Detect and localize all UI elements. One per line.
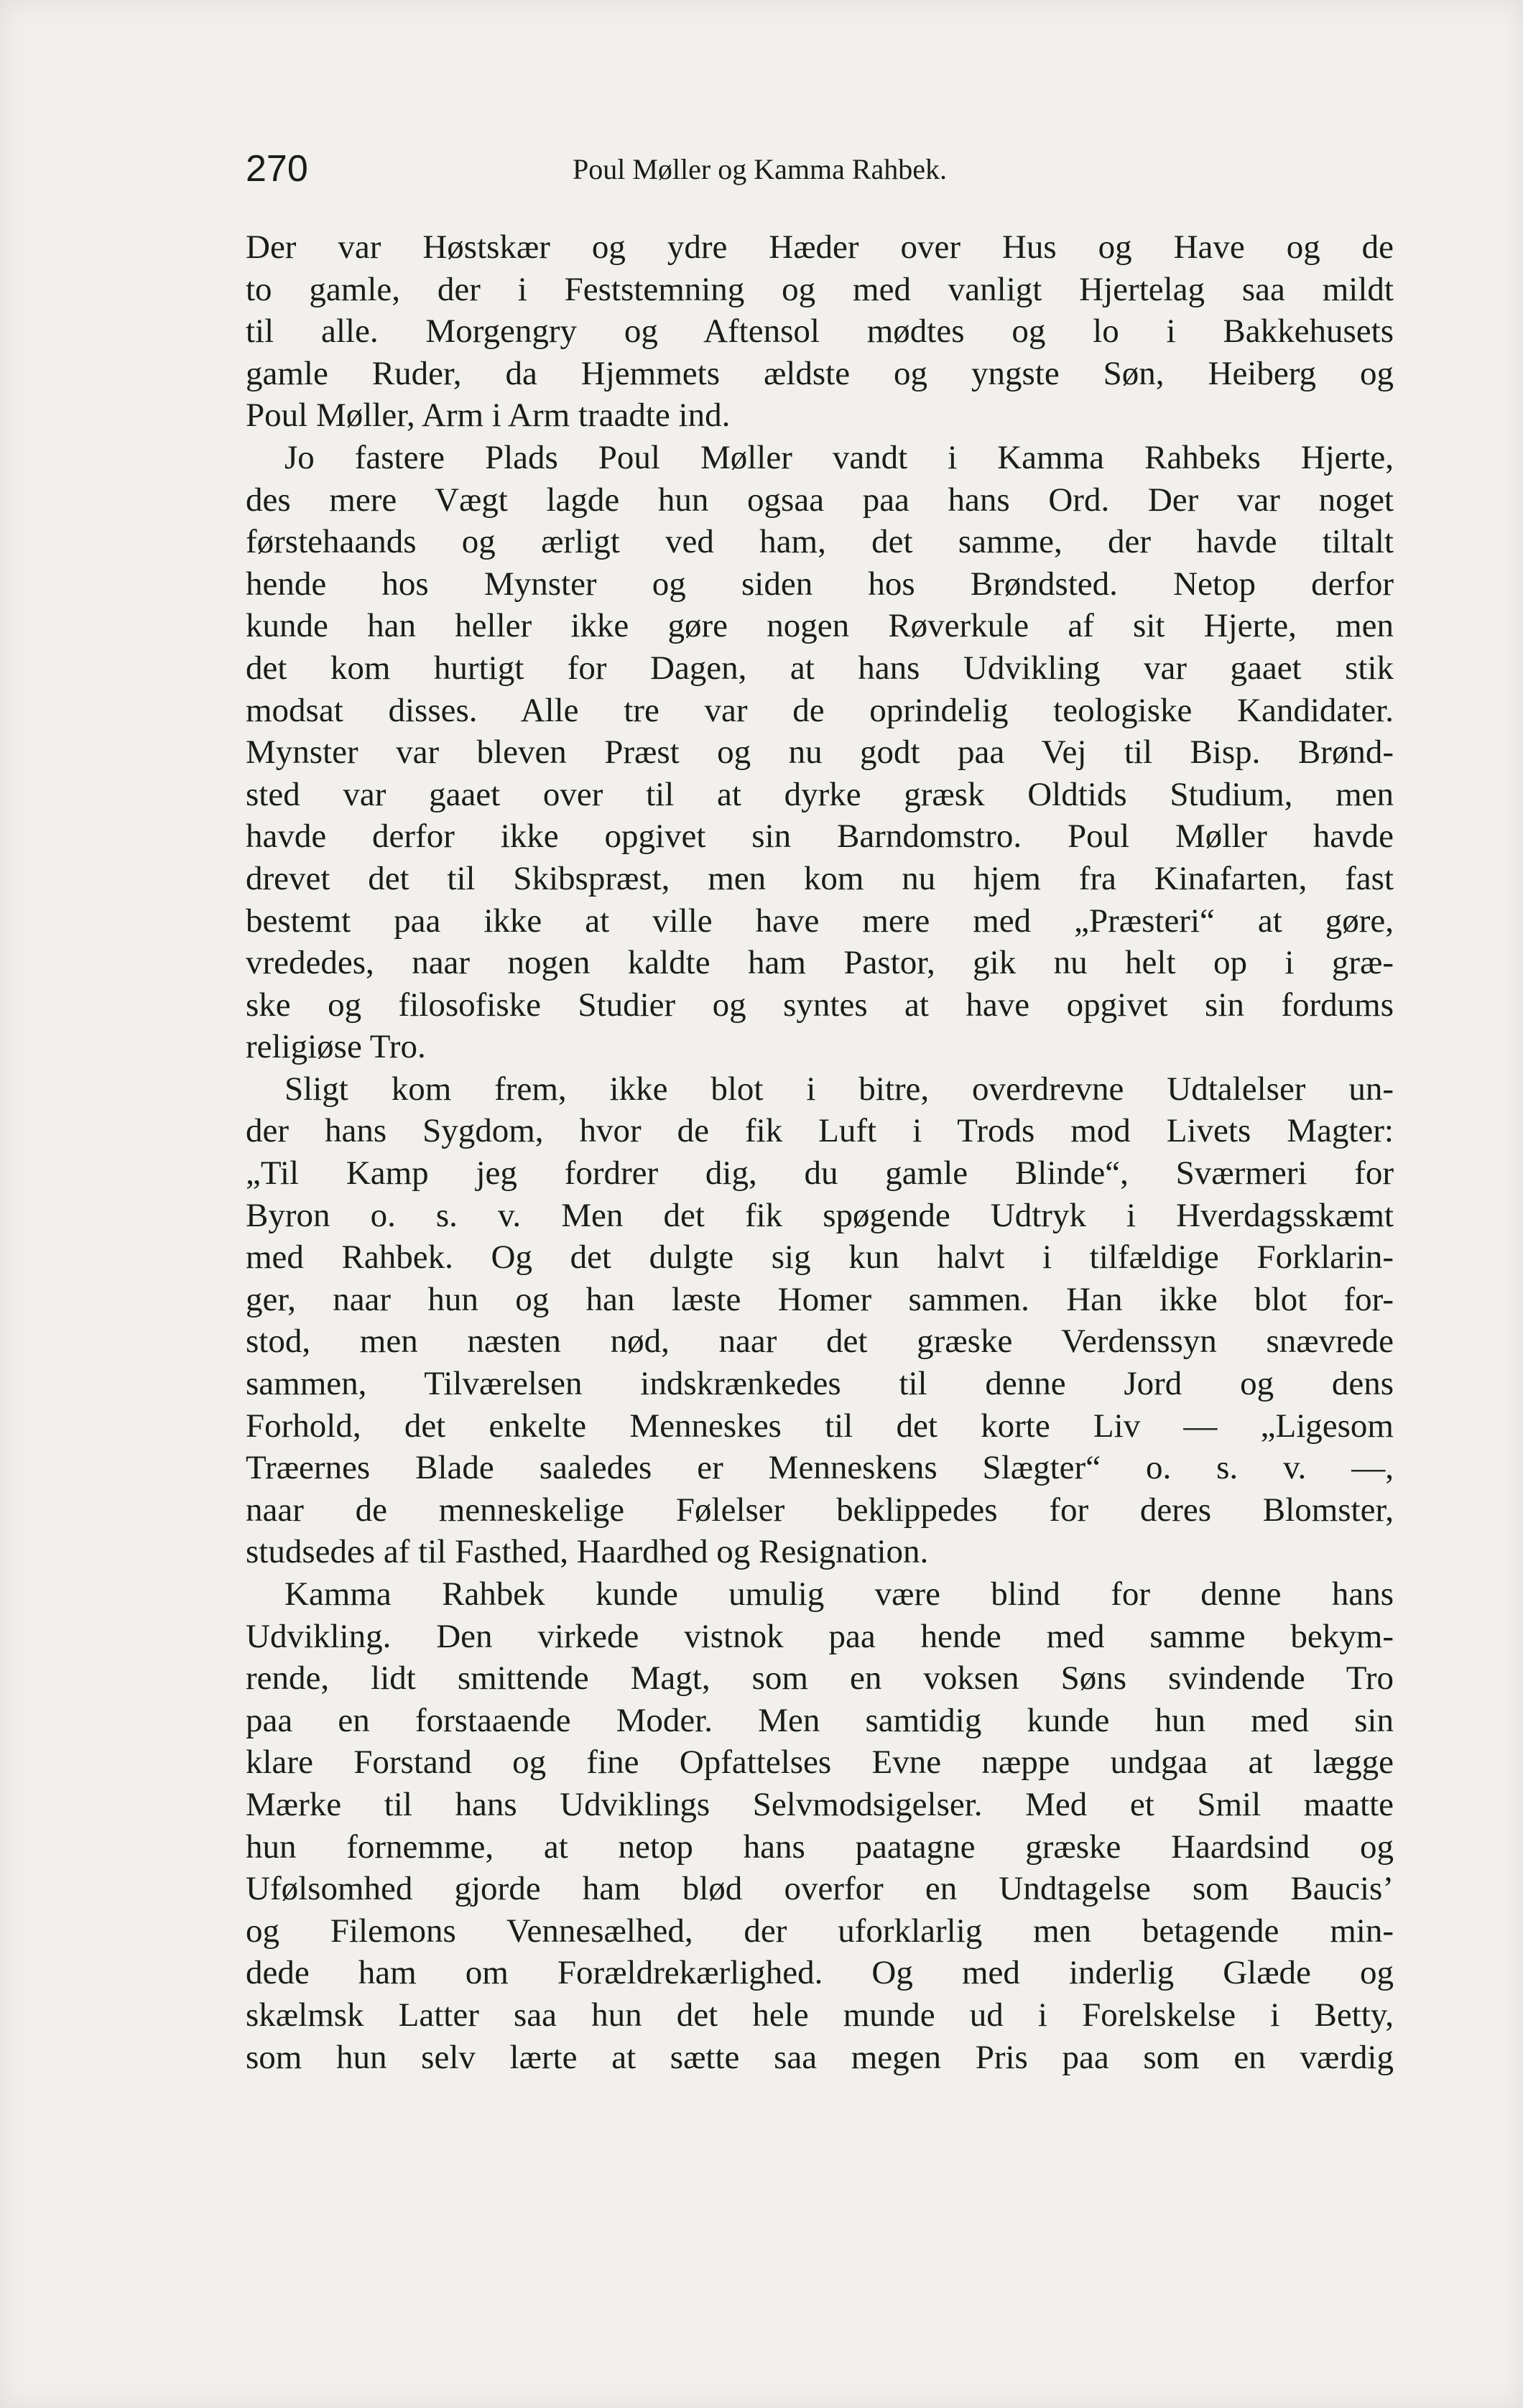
text-line: til alle. Morgengry og Aftensol mødtes og lo i Bakkehusets [246,312,1394,351]
text-line: Byron o. s. v. Men det fik spøgende Udtryk i Hverdagsskæmt [246,1196,1394,1234]
text-line: hun fornemme, at netop hans paatagne græske Haardsind og [246,1828,1394,1866]
text-line: naar de menneskelige Følelser beklippedes for deres Blomster, [246,1491,1394,1529]
text-line: ger, naar hun og han læste Homer sammen. Han ikke blot for- [246,1280,1394,1318]
text-line: kunde han heller ikke gøre nogen Røverkule af sit Hjerte, men [246,607,1394,645]
text-line: sted var gaaet over til at dyrke græsk Oldtids Studium, men [246,775,1394,813]
text-line: klare Forstand og fine Opfattelses Evne næppe undgaa at lægge [246,1744,1394,1782]
text-line: paa en forstaaende Moder. Men samtidig kunde hun med sin [246,1701,1394,1739]
text-line: vrededes, naar nogen kaldte ham Pastor, gik nu helt op i græ- [246,944,1394,982]
text-line: Jo fastere Plads Poul Møller vandt i Kamma Rahbeks Hjerte, [284,438,1394,476]
body-text [246,226,1394,2078]
text-line: „Til Kamp jeg fordrer dig, du gamle Blinde“, Sværmeri for [246,1154,1394,1193]
paragraph [246,1068,1394,1573]
text-line: og Filemons Vennesælhed, der uforklarlig men betagende min- [246,1912,1394,1950]
text-line: sammen, Tilværelsen indskrænkedes til denne Jord og dens [246,1365,1394,1403]
text-line: med Rahbek. Og det dulgte sig kun halvt i tilfældige Forklarin- [246,1238,1394,1277]
text-line: rende, lidt smittende Magt, som en voksen Søns svindende Tro [246,1659,1394,1698]
text-line: Forhold, det enkelte Menneskes til det korte Liv — „Ligesom [246,1407,1394,1445]
text-line: Poul Møller, Arm i Arm traadte ind. [246,397,731,435]
text-line: førstehaands og ærligt ved ham, det samme, der havde tiltalt [246,523,1394,561]
paragraph [246,437,1394,1068]
text-line: som hun selv lærte at sætte saa megen Pris paa som en værdig [246,2038,1394,2076]
text-line: studsedes af til Fasthed, Haardhed og Resignation. [246,1533,929,1571]
paragraph [246,1573,1394,2078]
text-line: Udvikling. Den virkede vistnok paa hende med samme bekym- [246,1617,1394,1655]
text-line: Træernes Blade saaledes er Menneskens Slægter“ o. s. v. —, [246,1449,1394,1487]
text-line: Sligt kom frem, ikke blot i bitre, overdrevne Udtalelser un- [284,1070,1394,1108]
text-line: Ufølsomhed gjorde ham blød overfor en Undtagelse som Baucis’ [246,1870,1394,1908]
text-line: Mynster var bleven Præst og nu godt paa Vej til Bisp. Brønd- [246,733,1394,772]
text-line: bestemt paa ikke at ville have mere med „Præsteri“ at gøre, [246,902,1394,940]
text-line: Der var Høstskær og ydre Hæder over Hus og Have og de [246,228,1394,266]
text-line: Mærke til hans Udviklings Selvmodsigelser. Med et Smil maatte [246,1785,1394,1823]
text-line: skælmsk Latter saa hun det hele munde ud i Forelskelse i Betty, [246,1996,1394,2034]
text-line: havde derfor ikke opgivet sin Barndomstro. Poul Møller havde [246,818,1394,856]
text-line: Kamma Rahbek kunde umulig være blind for denne hans [284,1575,1394,1613]
text-line: ske og filosofiske Studier og syntes at have opgivet sin fordums [246,986,1394,1024]
text-line: dede ham om Forældrekærlighed. Og med inderlig Glæde og [246,1954,1394,1992]
text-line: hende hos Mynster og siden hos Brøndsted. Netop derfor [246,565,1394,603]
paragraph [246,226,1394,437]
text-line: stod, men næsten nød, naar det græske Verdenssyn snævrede [246,1323,1394,1361]
text-line: gamle Ruder, da Hjemmets ældste og yngste Søn, Heiberg og [246,354,1394,392]
page-header [246,144,1395,194]
text-line: to gamle, der i Feststemning og med vanligt Hjertelag saa mildt [246,270,1394,308]
page-number: 270 [246,148,308,190]
text-line: modsat disses. Alle tre var de oprindelig teologiske Kandidater. [246,691,1394,729]
text-line: det kom hurtigt for Dagen, at hans Udvikling var gaaet stik [246,649,1394,687]
text-line: drevet det til Skibspræst, men kom nu hjem fra Kinafarten, fast [246,859,1394,897]
text-line: der hans Sygdom, hvor de fik Luft i Trods mod Livets Magter: [246,1112,1394,1150]
text-line: religiøse Tro. [246,1028,426,1066]
text-line: des mere Vægt lagde hun ogsaa paa hans Ord. Der var noget [246,481,1394,519]
running-head: Poul Møller og Kamma Rahbek. [573,153,948,185]
